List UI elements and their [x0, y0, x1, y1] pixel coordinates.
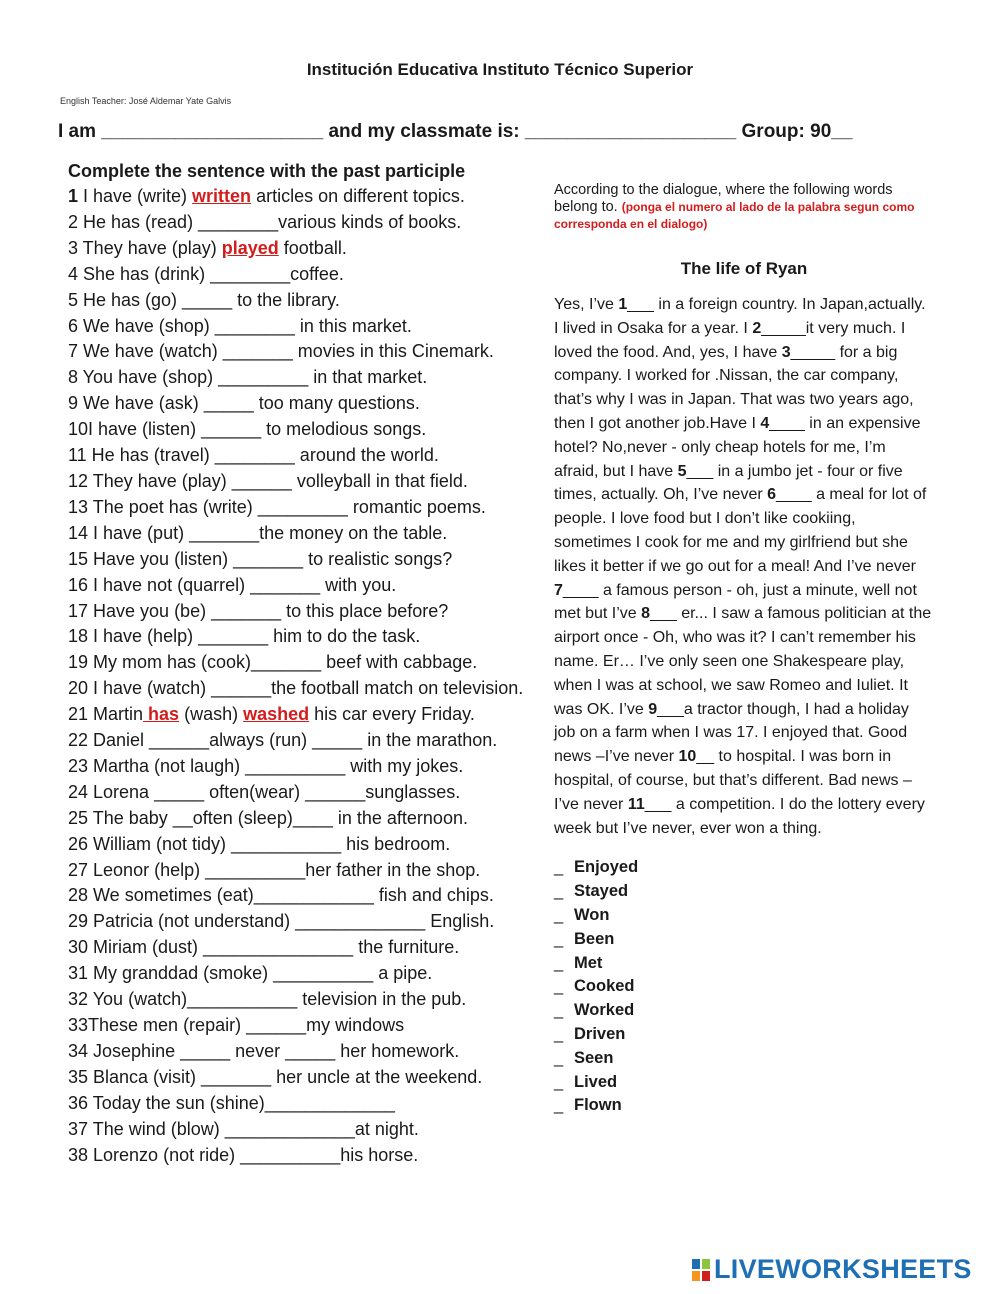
sentence-38: 38 Lorenzo (not ride) __________his horse.	[68, 1144, 419, 1165]
word-blank[interactable]: _	[554, 905, 564, 924]
word-label: Lived	[574, 1072, 618, 1091]
story-text: _____it very much. I loved the food. And, yes, I have	[554, 319, 906, 361]
word-label: Stayed	[574, 882, 629, 901]
word-label: Flown	[574, 1096, 622, 1115]
sentence-9: 9 We have (ask) _____ too many questions.	[68, 393, 420, 414]
word-blank[interactable]: _	[554, 882, 564, 901]
story-number: 10	[678, 748, 697, 766]
sentence-3-after: football.	[278, 237, 347, 258]
story-text: ____ a famous person - oh, just a minute, well not met but I’ve	[554, 581, 917, 623]
sentence-23: 23 Martha (not laugh) __________ with my jokes.	[68, 755, 464, 776]
instruction-red-text: (ponga el numero al lado de la palabra segun como corresponda en el dialogo)	[554, 200, 915, 231]
sentence-1-after: articles on different topics.	[251, 186, 465, 206]
story-text: ___ in a foreign country. In Japan,actually. I lived in Osaka for a year. I	[554, 296, 926, 337]
sentence-35: 35 Blanca (visit) _______ her uncle at the weekend.	[68, 1066, 483, 1087]
story-text: ___ er... I saw a famous politician at the airport once - Oh, who was it? I can’t remember his name. Er… I’ve only seen one Shakespeare play, when I was at school, we saw Romeo and Iuliet. It was OK. I’ve	[554, 605, 932, 718]
logo-square-blue	[692, 1259, 700, 1269]
word-item[interactable]	[554, 975, 934, 999]
word-item[interactable]	[554, 1023, 934, 1047]
word-item[interactable]	[554, 904, 934, 928]
word-blank[interactable]: _	[554, 1072, 564, 1091]
story-text: _____ for a big company. I worked for .Nissan, the car company, that’s why I was in Japan. That was two years ago, then I got another job.Have I	[554, 343, 914, 432]
sentence-1-number: 1	[68, 186, 79, 206]
sentence-29: 29 Patricia (not understand) _____________ English.	[68, 911, 495, 932]
word-blank[interactable]: _	[554, 858, 564, 877]
story-number: 11	[627, 795, 645, 813]
story-number: 8	[641, 605, 651, 623]
sentence-26: 26 William (not tidy) ___________ his bedroom.	[68, 833, 451, 854]
story-text: ___ a competition. I do the lottery every week but I’ve never, ever won a thing.	[554, 795, 925, 837]
sentence-3-before: 3 They have (play)	[68, 237, 222, 258]
sentence-30: 30 Miriam (dust) _______________ the furniture.	[68, 937, 460, 958]
sentence-22: 22 Daniel ______always (run) _____ in the marathon.	[68, 730, 498, 751]
story-text: Yes, I’ve	[554, 296, 619, 313]
sentence-12: 12 They have (play) ______ volleyball in that field.	[68, 470, 468, 491]
sentence-1-before: I have (write)	[78, 186, 193, 206]
story-title: The life of Ryan	[680, 259, 808, 278]
story-number: 2	[752, 319, 762, 337]
answer-played[interactable]: played	[221, 237, 279, 258]
sentence-34: 34 Josephine _____ never _____ her homework.	[68, 1040, 460, 1061]
sentence-36: 36 Today the sun (shine)_____________	[68, 1092, 395, 1113]
teacher-name: English Teacher: José Aldemar Yate Galvis	[60, 96, 232, 106]
sentence-20: 20 I have (watch) ______the football match on television.	[68, 678, 524, 699]
story-text: ____ a meal for lot of people. I love food but I don’t like cookiing, sometimes I cook for me and my girlfriend but she likes it better if we go out for a meal! And I’ve never	[554, 486, 927, 575]
word-label: Driven	[574, 1024, 626, 1043]
sentence-3	[68, 236, 543, 262]
sentence-37: 37 The wind (blow) _____________at night.	[68, 1118, 419, 1139]
word-label: Won	[574, 905, 610, 924]
sentence-2: 2 He has (read) ________various kinds of books.	[68, 211, 462, 232]
sentence-31: 31 My granddad (smoke) __________ a pipe.	[68, 963, 433, 984]
sentence-list	[68, 184, 543, 1168]
word-label: Met	[574, 953, 603, 972]
word-item[interactable]	[554, 952, 934, 976]
sentence-28: 28 We sometimes (eat)____________ fish and chips.	[68, 885, 494, 906]
story-text: ___a tractor though, I had a holiday job on a farm when I was 17. I enjoyed that. Good news –I’ve never	[554, 700, 909, 766]
sentence-25: 25 The baby __often (sleep)____ in the afternoon.	[68, 807, 468, 828]
word-blank[interactable]: _	[554, 977, 564, 996]
sentence-1	[68, 184, 543, 210]
logo-mark-icon	[692, 1259, 710, 1281]
story-text: ___ in a jumbo jet - four or five times, actually. Oh, I’ve never	[554, 462, 903, 504]
sentence-16: 16 I have not (quarrel) _______ with you.	[68, 574, 397, 595]
story-text: ____ in an expensive hotel? No,never - only cheap hotels for me, I’m afraid, but I have	[554, 414, 921, 480]
sentence-15: 15 Have you (listen) _______ to realistic songs?	[68, 548, 453, 569]
story-number: 3	[781, 343, 791, 361]
word-item[interactable]	[554, 1047, 934, 1071]
answer-has[interactable]: has	[143, 704, 180, 725]
sentence-6: 6 We have (shop) ________ in this market.	[68, 315, 412, 336]
sentence-21-middle: (wash)	[179, 704, 244, 725]
sentence-24: 24 Lorena _____ often(wear) ______sunglasses.	[68, 781, 461, 802]
story-text: __ to hospital. I was born in hospital, of course, but that’s different. Bad news –I’ve never	[554, 748, 912, 813]
answer-washed[interactable]: washed	[243, 704, 310, 725]
sentence-10: 10I have (listen) ______ to melodious songs.	[68, 419, 427, 440]
sentence-21	[68, 702, 543, 728]
word-item[interactable]	[554, 880, 934, 904]
story-number: 4	[760, 414, 770, 432]
sentence-33: 33These men (repair) ______my windows	[68, 1015, 405, 1035]
word-label: Worked	[574, 1001, 635, 1020]
sentence-27: 27 Leonor (help) __________her father in the shop.	[68, 859, 481, 880]
word-blank[interactable]: _	[554, 929, 564, 948]
word-item[interactable]	[554, 999, 934, 1023]
sentence-14: 14 I have (put) _______the money on the table.	[68, 522, 448, 543]
story-paragraph	[554, 293, 934, 840]
word-blank[interactable]: _	[554, 1048, 564, 1067]
sentence-13: 13 The poet has (write) _________ romantic poems.	[68, 496, 486, 517]
word-bank	[554, 856, 934, 1118]
logo-text: LIVEWORKSHEETS	[714, 1254, 972, 1284]
sentence-7: 7 We have (watch) _______ movies in this Cinemark.	[68, 341, 494, 362]
word-label: Cooked	[574, 977, 635, 996]
sentence-18: 18 I have (help) _______ him to do the task.	[68, 626, 421, 647]
school-title: Institución Educativa Instituto Técnico Superior	[306, 60, 694, 79]
exercise-section	[68, 158, 543, 1168]
logo-square-orange	[692, 1271, 700, 1281]
word-blank[interactable]: _	[554, 1001, 564, 1020]
word-item[interactable]	[554, 1094, 934, 1118]
sentence-17: 17 Have you (be) _______ to this place before?	[68, 600, 449, 621]
word-item[interactable]	[554, 856, 934, 880]
word-item[interactable]	[554, 1071, 934, 1095]
sentence-11: 11 He has (travel) ________ around the world.	[68, 445, 439, 466]
sentence-21-before: 21 Martin	[68, 704, 144, 725]
word-label: Enjoyed	[574, 858, 639, 877]
word-blank[interactable]: _	[554, 1024, 564, 1043]
sentence-5: 5 He has (go) _____ to the library.	[68, 289, 340, 310]
exercise-title: Complete the sentence with the past participle	[68, 161, 466, 181]
sentence-21-after: his car every Friday.	[309, 704, 475, 725]
story-number: 6	[767, 486, 777, 504]
sentence-8: 8 You have (shop) _________ in that market.	[68, 367, 428, 388]
identity-line: I am _____________________ and my classmate is: ____________________ Group: 90__	[58, 121, 853, 142]
word-blank[interactable]: _	[554, 1096, 564, 1115]
story-number: 1	[618, 296, 628, 313]
story-number: 7	[554, 581, 563, 599]
sentence-4: 4 She has (drink) ________coffee.	[68, 263, 344, 284]
logo-square-green	[702, 1259, 710, 1269]
word-label: Seen	[574, 1048, 614, 1067]
instruction-text: According to the dialogue, where the following words belong to.	[554, 182, 893, 215]
dialogue-instruction	[554, 182, 934, 233]
dialogue-section	[554, 182, 934, 1118]
word-blank[interactable]: _	[554, 953, 564, 972]
word-label: Been	[574, 929, 615, 948]
story-number: 9	[648, 700, 658, 718]
word-item[interactable]	[554, 928, 934, 952]
story-number: 5	[677, 462, 687, 480]
sentence-32: 32 You (watch)___________ television in the pub.	[68, 989, 467, 1010]
sentence-19: 19 My mom has (cook)_______ beef with cabbage.	[68, 652, 478, 673]
answer-written[interactable]: written	[192, 186, 252, 206]
liveworksheets-logo[interactable]	[692, 1254, 972, 1285]
logo-square-red	[702, 1271, 710, 1281]
